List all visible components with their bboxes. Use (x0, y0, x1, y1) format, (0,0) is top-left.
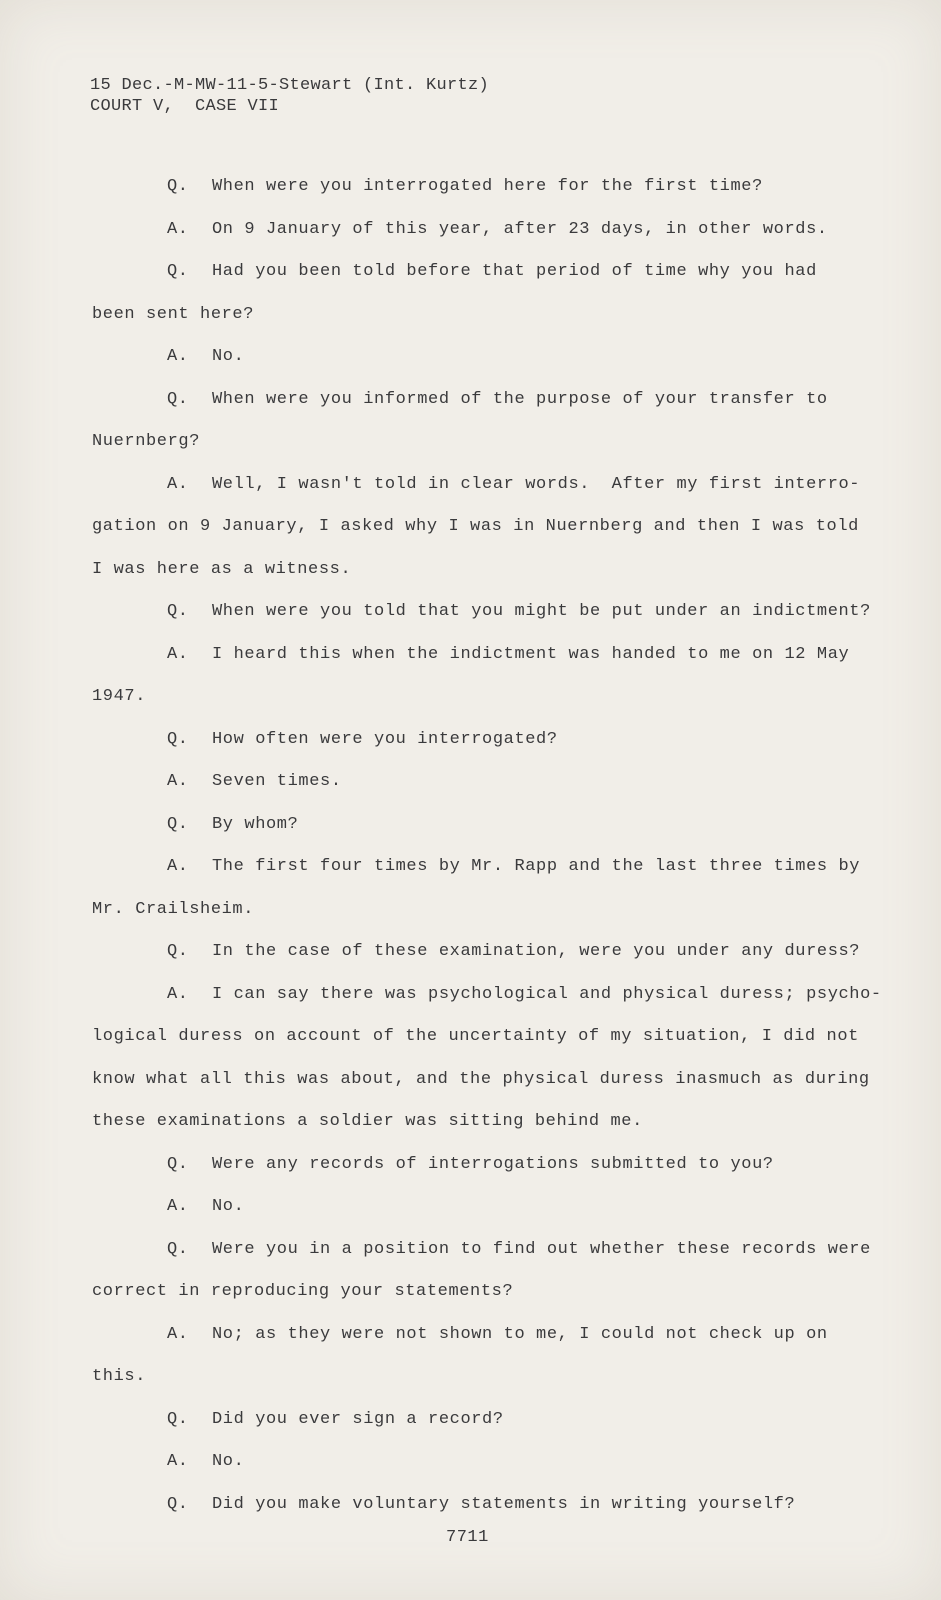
transcript-line (167, 176, 763, 198)
speaker-mark: Q. (167, 602, 189, 621)
line-text: When were you informed of the purpose of your transfer to (212, 390, 828, 409)
transcript-line (92, 1281, 513, 1303)
transcript-line (167, 1239, 871, 1261)
speaker-mark: Q. (167, 815, 189, 834)
transcript-line (167, 1494, 795, 1516)
speaker-mark: Q. (167, 177, 189, 196)
page-number: 7711 (446, 1528, 489, 1547)
transcript-line (167, 389, 828, 411)
speaker-mark: Q. (167, 1410, 189, 1429)
line-text: No. (212, 1197, 245, 1216)
transcript-line (167, 814, 298, 836)
speaker-mark: Q. (167, 262, 189, 281)
line-text: I heard this when the indictment was handed to me on 12 May (212, 645, 850, 664)
line-text: correct in reproducing your statements? (92, 1282, 514, 1301)
transcript-line (167, 644, 849, 666)
transcript-line (167, 1196, 244, 1218)
line-text: Well, I wasn't told in clear words. After my first interro- (212, 475, 861, 494)
transcript-line (92, 686, 146, 708)
speaker-mark: A. (167, 1325, 189, 1344)
header-reference: 15 Dec.-M-MW-11-5-Stewart (Int. Kurtz) (90, 76, 490, 95)
line-text: Nuernberg? (92, 432, 201, 451)
line-text: Did you ever sign a record? (212, 1410, 504, 1429)
transcript-line (167, 984, 882, 1006)
speaker-mark: A. (167, 347, 189, 366)
transcript-line (167, 601, 871, 623)
speaker-mark: Q. (167, 390, 189, 409)
line-text: How often were you interrogated? (212, 730, 558, 749)
line-text: this. (92, 1367, 147, 1386)
transcript-line (92, 516, 859, 538)
transcript-line (167, 771, 342, 793)
speaker-mark: Q. (167, 942, 189, 961)
line-text: 1947. (92, 687, 147, 706)
transcript-line (167, 856, 860, 878)
line-text: these examinations a soldier was sitting behind me. (92, 1112, 643, 1131)
transcript-line (92, 899, 254, 921)
transcript-line (92, 1069, 870, 1091)
transcript-line (92, 559, 351, 581)
speaker-mark: A. (167, 475, 189, 494)
line-text: Did you make voluntary statements in writing yourself? (212, 1495, 796, 1514)
document-header (90, 75, 489, 117)
transcript-line (167, 1154, 774, 1176)
line-text: Seven times. (212, 772, 342, 791)
speaker-mark: Q. (167, 1495, 189, 1514)
speaker-mark: Q. (167, 730, 189, 749)
transcript-line (92, 1366, 146, 1388)
speaker-mark: A. (167, 772, 189, 791)
line-text: logical duress on account of the uncertainty of my situation, I did not (92, 1027, 859, 1046)
speaker-mark: A. (167, 1197, 189, 1216)
line-text: No; as they were not shown to me, I could not check up on (212, 1325, 828, 1344)
speaker-mark: A. (167, 220, 189, 239)
line-text: I was here as a witness. (92, 560, 352, 579)
line-text: Were any records of interrogations submitted to you? (212, 1155, 774, 1174)
line-text: been sent here? (92, 305, 255, 324)
transcript-line (167, 1409, 504, 1431)
transcript-line (167, 1324, 828, 1346)
transcript-line (167, 346, 244, 368)
transcript-line (167, 219, 828, 241)
speaker-mark: Q. (167, 1155, 189, 1174)
line-text: By whom? (212, 815, 299, 834)
line-text: No. (212, 1452, 245, 1471)
line-text: When were you told that you might be put under an indictment? (212, 602, 871, 621)
line-text: When were you interrogated here for the first time? (212, 177, 763, 196)
transcript-line (92, 1111, 643, 1133)
speaker-mark: A. (167, 857, 189, 876)
speaker-mark: A. (167, 1452, 189, 1471)
transcript-line (167, 261, 817, 283)
line-text: gation on 9 January, I asked why I was in Nuernberg and then I was told (92, 517, 859, 536)
speaker-mark: A. (167, 645, 189, 664)
transcript-line (92, 1026, 859, 1048)
transcript-line (167, 941, 860, 963)
transcript-line (167, 729, 558, 751)
line-text: Mr. Crailsheim. (92, 900, 255, 919)
line-text: In the case of these examination, were you under any duress? (212, 942, 861, 961)
speaker-mark: A. (167, 985, 189, 1004)
line-text: No. (212, 347, 245, 366)
line-text: The first four times by Mr. Rapp and the last three times by (212, 857, 861, 876)
transcript-line (167, 1451, 244, 1473)
line-text: On 9 January of this year, after 23 days, in other words. (212, 220, 828, 239)
transcript-line (92, 431, 200, 453)
line-text: Had you been told before that period of time why you had (212, 262, 817, 281)
transcript-line (92, 304, 254, 326)
transcript-line (167, 474, 860, 496)
speaker-mark: Q. (167, 1240, 189, 1259)
header-court-case: COURT V, CASE VII (90, 97, 280, 116)
line-text: Were you in a position to find out whether these records were (212, 1240, 871, 1259)
line-text: I can say there was psychological and physical duress; psycho- (212, 985, 882, 1004)
line-text: know what all this was about, and the physical duress inasmuch as during (92, 1070, 870, 1089)
